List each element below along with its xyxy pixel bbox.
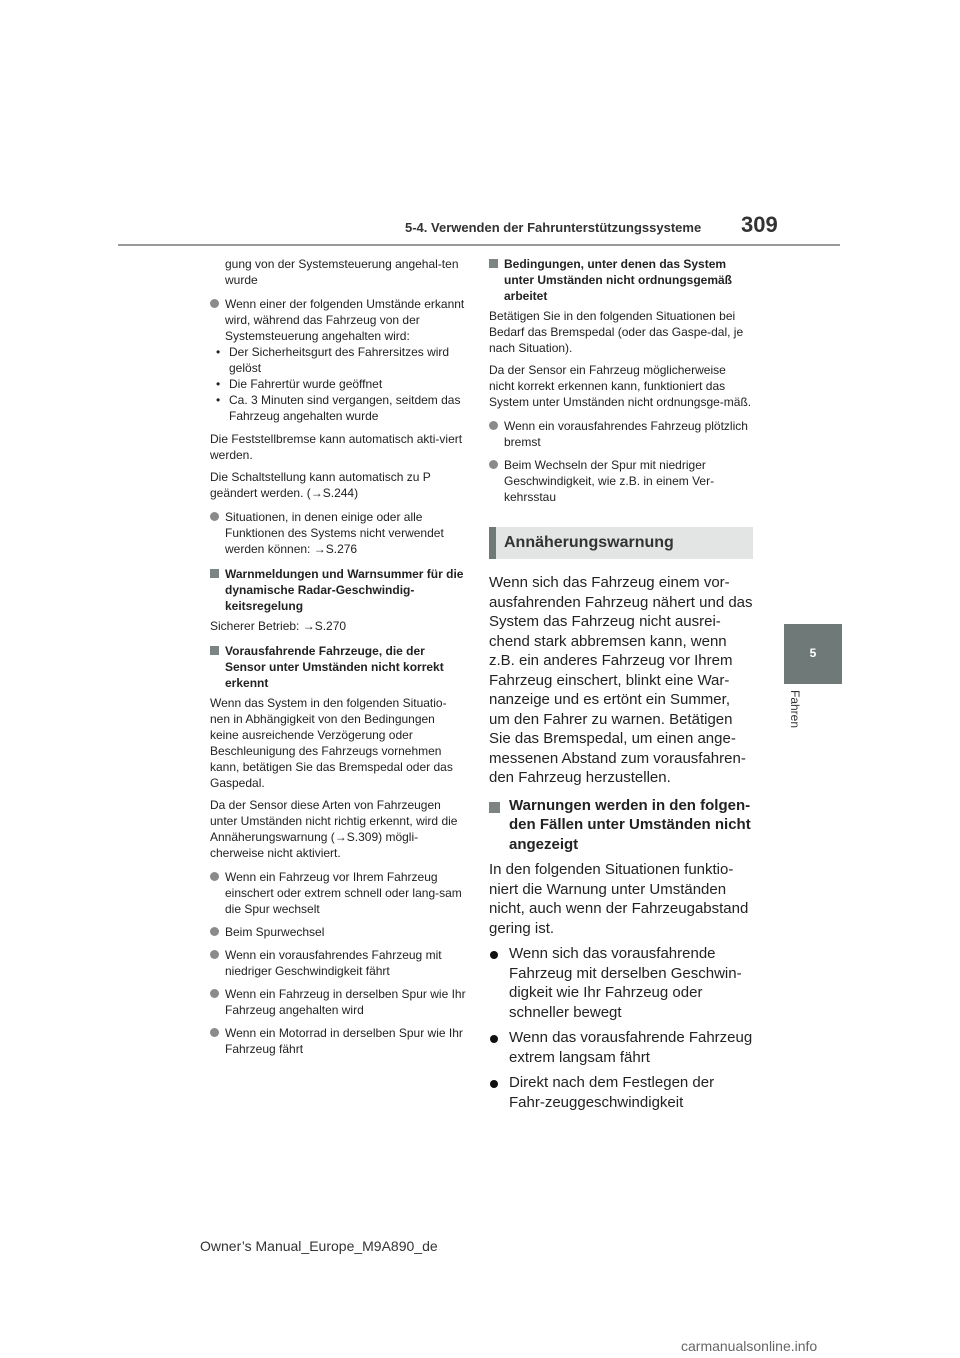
- bullet-item: Wenn ein Fahrzeug in derselben Spur wie Ihr Fahrzeug angehalten wird: [210, 986, 466, 1018]
- bullet-item: Wenn einer der folgenden Umstände erkannt wird, während das Fahrzeug von der Systemsteuerung angehalten wird:: [210, 296, 466, 344]
- paragraph: Die Feststellbremse kann automatisch akti-viert werden.: [210, 432, 463, 462]
- section-title: 5-4. Verwenden der Fahrunterstützungssysteme: [405, 220, 702, 235]
- bullet-item: Beim Wechseln der Spur mit niedriger Geschwindigkeit, wie z.B. in einem Ver-kehrsstau: [489, 457, 753, 505]
- watermark-link[interactable]: carmanualsonline.info: [681, 1338, 818, 1354]
- bullet-item: Direkt nach dem Festlegen der Fahr-zeuggeschwindigkeit: [489, 1073, 753, 1112]
- paragraph: Da der Sensor ein Fahrzeug möglicherweise nicht korrekt erkennen kann, funktioniert das System unter Umständen nicht ordnungsge-mäß.: [489, 363, 752, 409]
- paragraph: Die Schaltstellung kann automatisch zu P geändert werden. (→S.244): [210, 470, 431, 500]
- bullet-item: Beim Spurwechsel: [210, 924, 466, 940]
- bullet-item: Wenn sich das vorausfahrende Fahrzeug mit derselben Geschwin-digkeit wie Ihr Fahrzeug oder schneller bewegt: [489, 944, 753, 1022]
- bullet-item: Wenn das vorausfahrende Fahrzeug extrem langsam fährt: [489, 1028, 753, 1067]
- left-column: [210, 256, 466, 1064]
- sub-heading: Warnmeldungen und Warnsummer für die dynamische Radar-Geschwindig-keitsregelung: [210, 566, 466, 614]
- sub-list: [210, 344, 466, 424]
- paragraph: Wenn das System in den folgenden Situatio-nen in Abhängigkeit von den Bedingungen keine ausreichende Verzögerung oder Beschleunigung des Fahrzeugs vornehmen kann, betätigen Sie das Bremspedal oder das Gaspedal.: [210, 696, 453, 790]
- page-number: 309: [741, 212, 778, 237]
- sub-item: • Die Fahrertür wurde geöffnet: [214, 376, 466, 392]
- sub-heading: Warnungen werden in den folgen-den Fällen unter Umständen nicht angezeigt: [489, 796, 753, 855]
- right-column: [489, 256, 753, 1118]
- bullet-item: Wenn ein Fahrzeug vor Ihrem Fahrzeug einschert oder extrem schnell oder lang-sam die Spur wechselt: [210, 869, 466, 917]
- chapter-number: 5: [809, 646, 817, 660]
- section-heading: Annäherungswarnung: [504, 534, 674, 551]
- sub-item: • Der Sicherheitsgurt des Fahrersitzes wird gelöst: [214, 344, 466, 376]
- section-heading-box: [489, 527, 753, 559]
- sub-heading: Vorausfahrende Fahrzeuge, die der Sensor unter Umständen nicht korrekt erkennt: [210, 643, 466, 691]
- bullet-item: Situationen, in denen einige oder alle Funktionen des Systems nicht verwendet werden können: →S.276: [210, 509, 466, 557]
- sub-item: • Ca. 3 Minuten sind vergangen, seitdem das Fahrzeug angehalten wurde: [214, 392, 466, 424]
- header-rule: [118, 244, 840, 246]
- paragraph: Sicherer Betrieb: →S.270: [210, 619, 347, 633]
- continued-text: gung von der Systemsteuerung angehal-ten wurde: [225, 257, 459, 287]
- paragraph: In den folgenden Situationen funktio-niert die Warnung unter Umständen nicht, auch wenn der Fahrzeugabstand gering ist.: [489, 861, 749, 937]
- chapter-label: Fahren: [788, 690, 802, 729]
- paragraph: Da der Sensor diese Arten von Fahrzeugen unter Umständen nicht richtig erkennt, wird die Annäherungswarnung (→S.309) mögli-cherweise nicht aktiviert.: [210, 798, 458, 860]
- bullet-item: Wenn ein vorausfahrendes Fahrzeug plötzlich bremst: [489, 418, 753, 450]
- manual-id: Owner’s Manual_Europe_M9A890_de: [200, 1238, 438, 1254]
- paragraph: Betätigen Sie in den folgenden Situationen bei Bedarf das Bremspedal (oder das Gaspe-dal, je nach Situation).: [489, 309, 744, 355]
- sub-heading: Bedingungen, unter denen das System unter Umständen nicht ordnungsgemäß arbeitet: [489, 256, 753, 304]
- bullet-item: Wenn ein Motorrad in derselben Spur wie Ihr Fahrzeug fährt: [210, 1025, 466, 1057]
- main-paragraph: Wenn sich das Fahrzeug einem vor-ausfahrenden Fahrzeug nähert und das System das Fahrzeug nicht ausrei-chend stark abbremsen kann, wenn z.B. ein anderes Fahrzeug vor Ihrem Fahrzeug einschert, blinkt eine War-nanzeige und es ertönt ein Summer, um den Fahrer zu warnen. Betätigen Sie das Bremspedal, um einen ange-messenen Abstand zum vorausfahren-den Fahrzeug herzustellen.: [489, 574, 753, 786]
- bullet-item: Wenn ein vorausfahrendes Fahrzeug mit niedriger Geschwindigkeit fährt: [210, 947, 466, 979]
